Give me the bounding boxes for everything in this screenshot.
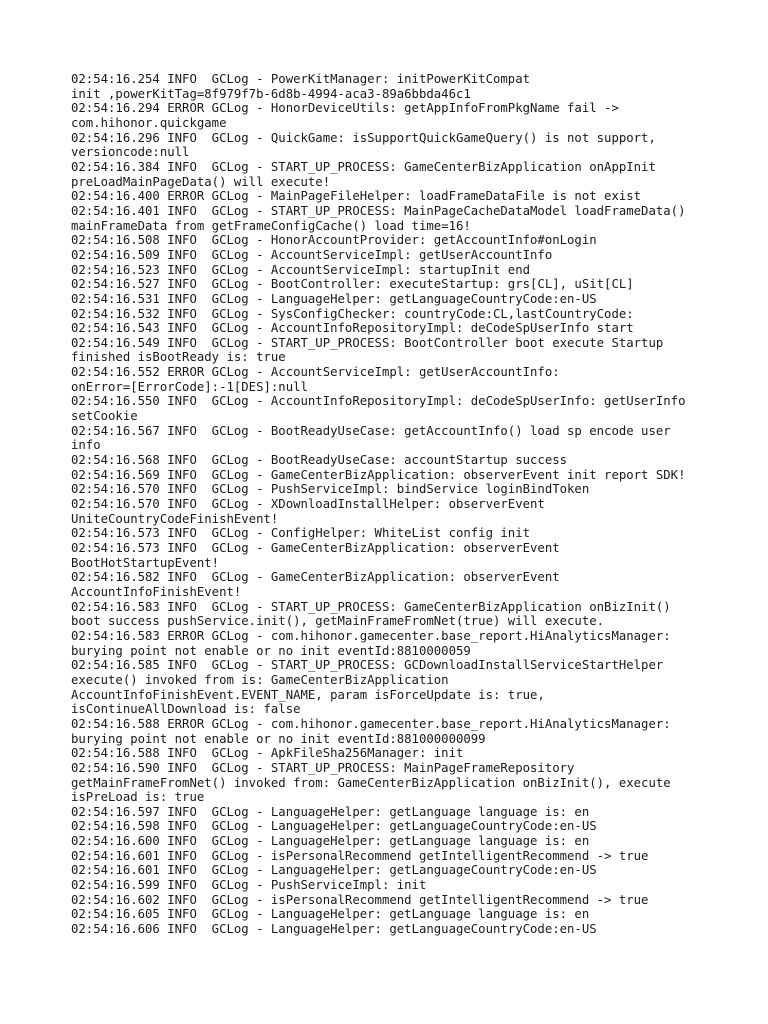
log-line: 02:54:16.531 INFO GCLog - LanguageHelper: getLanguageCountryCode:en-US xyxy=(71,291,597,306)
log-line: 02:54:16.606 INFO GCLog - LanguageHelper: getLanguageCountryCode:en-US xyxy=(71,922,597,937)
log-line: 02:54:16.552 ERROR GCLog - AccountServiceImpl: getUserAccountInfo: xyxy=(71,365,560,380)
log-line: info xyxy=(71,438,101,453)
log-line: onError=[ErrorCode]:-1[DES]:null xyxy=(71,379,308,394)
log-line: 02:54:16.573 INFO GCLog - ConfigHelper: WhiteList config init xyxy=(71,526,531,541)
log-line: BootHotStartupEvent! xyxy=(71,555,220,570)
log-line: 02:54:16.605 INFO GCLog - LanguageHelper: getLanguage language is: en xyxy=(71,907,590,922)
log-line: 02:54:16.549 INFO GCLog - START_UP_PROCESS: BootController boot execute Startup xyxy=(71,335,664,350)
log-line: mainFrameData from getFrameConfigCache() load time=16! xyxy=(71,218,471,233)
log-line: 02:54:16.550 INFO GCLog - AccountInfoRepositoryImpl: deCodeSpUserInfo: getUserInfo xyxy=(71,394,686,409)
log-line: 02:54:16.523 INFO GCLog - AccountServiceImpl: startupInit end xyxy=(71,262,531,277)
log-line: 02:54:16.588 INFO GCLog - ApkFileSha256Manager: init xyxy=(71,746,464,761)
log-line: 02:54:16.400 ERROR GCLog - MainPageFileHelper: loadFrameDataFile is not exist xyxy=(71,189,642,204)
log-line: 02:54:16.601 INFO GCLog - LanguageHelper: getLanguageCountryCode:en-US xyxy=(71,863,597,878)
log-line: burying point not enable or no init eventId:8810000059 xyxy=(71,643,471,658)
log-line: 02:54:16.600 INFO GCLog - LanguageHelper: getLanguage language is: en xyxy=(71,834,590,849)
log-line: 02:54:16.583 ERROR GCLog - com.hihonor.gamecenter.base_report.HiAnalyticsManager: xyxy=(71,628,671,643)
log-line: burying point not enable or no init eventId:881000000099 xyxy=(71,731,486,746)
log-line: 02:54:16.508 INFO GCLog - HonorAccountProvider: getAccountInfo#onLogin xyxy=(71,233,597,248)
log-line: 02:54:16.598 INFO GCLog - LanguageHelper: getLanguageCountryCode:en-US xyxy=(71,819,597,834)
log-line: 02:54:16.599 INFO GCLog - PushServiceImpl: init xyxy=(71,878,427,893)
log-line: isContinueAllDownload is: false xyxy=(71,702,301,717)
log-line: 02:54:16.401 INFO GCLog - START_UP_PROCESS: MainPageCacheDataModel loadFrameData() xyxy=(71,203,686,218)
log-line: AccountInfoFinishEvent! xyxy=(71,584,242,599)
log-line: 02:54:16.583 INFO GCLog - START_UP_PROCESS: GameCenterBizApplication onBizInit() xyxy=(71,599,671,614)
log-line: init ,powerKitTag=8f979f7b-6d8b-4994-aca3-89a6bbda46c1 xyxy=(71,86,471,101)
log-line: 02:54:16.602 INFO GCLog - isPersonalRecommend getIntelligentRecommend -> true xyxy=(71,892,649,907)
log-line: 02:54:16.570 INFO GCLog - PushServiceImpl: bindService loginBindToken xyxy=(71,482,590,497)
log-line: 02:54:16.601 INFO GCLog - isPersonalRecommend getIntelligentRecommend -> true xyxy=(71,848,649,863)
log-line: AccountInfoFinishEvent.EVENT_NAME, param isForceUpdate is: true, xyxy=(71,687,545,702)
log-line: 02:54:16.509 INFO GCLog - AccountServiceImpl: getUserAccountInfo xyxy=(71,247,553,262)
log-line: 02:54:16.569 INFO GCLog - GameCenterBizApplication: observerEvent init report SDK! xyxy=(71,467,686,482)
log-line: boot success pushService.init(), getMainFrameFromNet(true) will execute. xyxy=(71,614,605,629)
log-line: setCookie xyxy=(71,409,138,424)
log-line: 02:54:16.567 INFO GCLog - BootReadyUseCase: getAccountInfo() load sp encode user xyxy=(71,423,671,438)
log-line: 02:54:16.568 INFO GCLog - BootReadyUseCase: accountStartup success xyxy=(71,453,568,468)
log-line: 02:54:16.597 INFO GCLog - LanguageHelper: getLanguage language is: en xyxy=(71,804,590,819)
log-line: versioncode:null xyxy=(71,145,190,160)
log-line: 02:54:16.294 ERROR GCLog - HonorDeviceUtils: getAppInfoFromPkgName fail -> xyxy=(71,101,619,116)
log-line: 02:54:16.590 INFO GCLog - START_UP_PROCESS: MainPageFrameRepository xyxy=(71,760,575,775)
log-line: 02:54:16.588 ERROR GCLog - com.hihonor.gamecenter.base_report.HiAnalyticsManager: xyxy=(71,716,671,731)
log-line: 02:54:16.532 INFO GCLog - SysConfigChecker: countryCode:CL,lastCountryCode: xyxy=(71,306,634,321)
log-line: com.hihonor.quickgame xyxy=(71,115,227,130)
log-line: 02:54:16.570 INFO GCLog - XDownloadInstallHelper: observerEvent xyxy=(71,497,545,512)
log-line: 02:54:16.582 INFO GCLog - GameCenterBizApplication: observerEvent xyxy=(71,570,560,585)
log-line: execute() invoked from is: GameCenterBizApplication xyxy=(71,672,449,687)
log-line: 02:54:16.527 INFO GCLog - BootController: executeStartup: grs[CL], uSit[CL] xyxy=(71,277,634,292)
log-line: 02:54:16.543 INFO GCLog - AccountInfoRepositoryImpl: deCodeSpUserInfo start xyxy=(71,321,634,336)
log-line: isPreLoad is: true xyxy=(71,790,205,805)
log-line: 02:54:16.384 INFO GCLog - START_UP_PROCESS: GameCenterBizApplication onAppInit xyxy=(71,159,656,174)
log-line: 02:54:16.296 INFO GCLog - QuickGame: isSupportQuickGameQuery() is not support, xyxy=(71,130,656,145)
log-line: 02:54:16.573 INFO GCLog - GameCenterBizApplication: observerEvent xyxy=(71,541,560,555)
log-line: finished isBootReady is: true xyxy=(71,350,286,365)
log-line: 02:54:16.585 INFO GCLog - START_UP_PROCESS: GCDownloadInstallServiceStartHelper xyxy=(71,658,664,673)
log-line: UniteCountryCodeFinishEvent! xyxy=(71,511,279,526)
log-line: getMainFrameFromNet() invoked from: GameCenterBizApplication onBizInit(), execute xyxy=(71,775,671,790)
log-line: preLoadMainPageData() will execute! xyxy=(71,174,331,189)
log-line: 02:54:16.254 INFO GCLog - PowerKitManager: initPowerKitCompat xyxy=(71,72,531,86)
log-document xyxy=(71,72,711,937)
